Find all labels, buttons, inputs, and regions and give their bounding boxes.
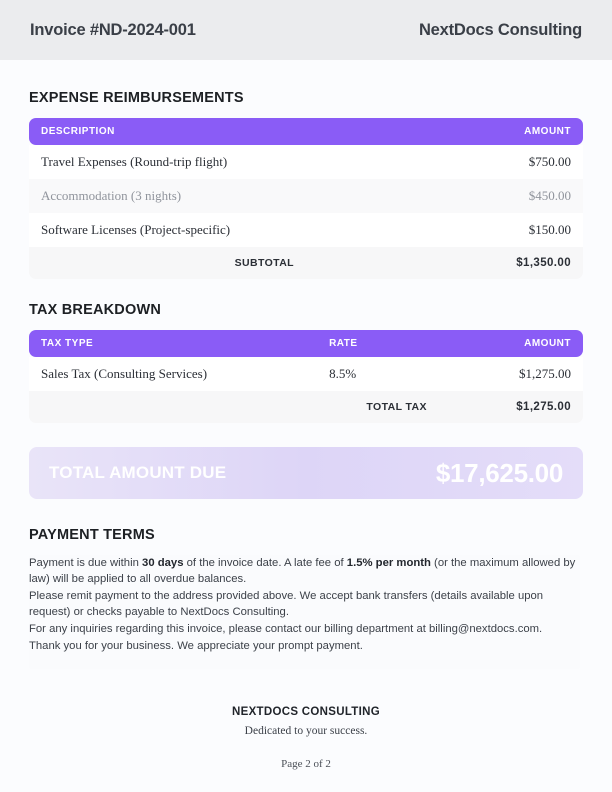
table-row <box>29 179 583 213</box>
terms-line-1-part-a: Payment is due within <box>29 557 143 569</box>
expense-amount: $150.00 <box>306 213 583 247</box>
column-header-tax-amount: AMOUNT <box>439 330 583 357</box>
table-row <box>29 145 583 179</box>
expenses-table <box>29 118 583 279</box>
subtotal-amount: $1,350.00 <box>306 247 583 279</box>
total-tax-label: TOTAL TAX <box>317 391 439 423</box>
footer-company-name: NEXTDOCS CONSULTING <box>232 706 380 718</box>
terms-late-fee: 1.5% per month <box>346 557 431 569</box>
tax-table <box>29 330 583 423</box>
section-title-expenses: EXPENSE REIMBURSEMENTS <box>29 90 244 106</box>
expense-description: Software Licenses (Project-specific) <box>29 213 306 247</box>
subtotal-label: SUBTOTAL <box>29 247 306 279</box>
expense-description: Accommodation (3 nights) <box>29 179 306 213</box>
tax-type: Sales Tax (Consulting Services) <box>29 357 317 391</box>
payment-terms-body <box>29 555 580 654</box>
total-tax-row <box>29 391 583 423</box>
terms-line-4: Thank you for your business. We appreciate your prompt payment. <box>29 640 363 652</box>
company-name-header: NextDocs Consulting <box>418 20 582 39</box>
expense-amount: $750.00 <box>306 145 583 179</box>
page-running-header <box>0 0 612 60</box>
total-tax-spacer <box>29 391 317 423</box>
terms-line-1 <box>29 555 580 587</box>
tax-rate: 8.5% <box>317 357 439 391</box>
total-amount-due-banner <box>29 447 583 499</box>
expense-description: Travel Expenses (Round-trip flight) <box>29 145 306 179</box>
invoice-number: Invoice #ND-2024-001 <box>30 20 196 39</box>
expense-amount: $450.00 <box>306 179 583 213</box>
page-footer <box>0 706 612 770</box>
total-tax-amount: $1,275.00 <box>439 391 583 423</box>
column-header-amount: AMOUNT <box>306 118 583 145</box>
column-header-rate: RATE <box>317 330 439 357</box>
column-header-tax-type: TAX TYPE <box>29 330 317 357</box>
terms-due-period: 30 days <box>142 557 184 569</box>
table-row <box>29 357 583 391</box>
total-due-value: $17,625.00 <box>435 457 563 488</box>
tax-amount: $1,275.00 <box>439 357 583 391</box>
total-due-label: TOTAL AMOUNT DUE <box>49 463 227 482</box>
table-header-row <box>29 118 583 145</box>
section-title-tax: TAX BREAKDOWN <box>29 302 162 318</box>
payment-terms-panel <box>29 555 580 669</box>
terms-line-1-part-e: (or the maximum allowed by law) will be applied to all overdue balances. <box>29 557 576 585</box>
section-title-payment-terms: PAYMENT TERMS <box>29 527 155 543</box>
tax-table-body <box>29 357 583 423</box>
table-header-row <box>29 330 583 357</box>
expenses-table-body <box>29 145 583 279</box>
footer-tagline: Dedicated to your success. <box>244 725 368 737</box>
table-row <box>29 213 583 247</box>
footer-page-number: Page 2 of 2 <box>281 758 331 770</box>
terms-line-2: Please remit payment to the address provided above. We accept bank transfers (details available upon request) or checks payable to NextDocs Consulting. <box>29 590 544 618</box>
page-content <box>0 60 612 669</box>
terms-line-3: For any inquiries regarding this invoice, please contact our billing department at billing@nextdocs.com. <box>29 623 543 635</box>
tax-table-head <box>29 330 583 357</box>
expenses-table-head <box>29 118 583 145</box>
terms-line-1-part-c: of the invoice date. A late fee of <box>183 557 347 569</box>
subtotal-row <box>29 247 583 279</box>
column-header-description: DESCRIPTION <box>29 118 306 145</box>
